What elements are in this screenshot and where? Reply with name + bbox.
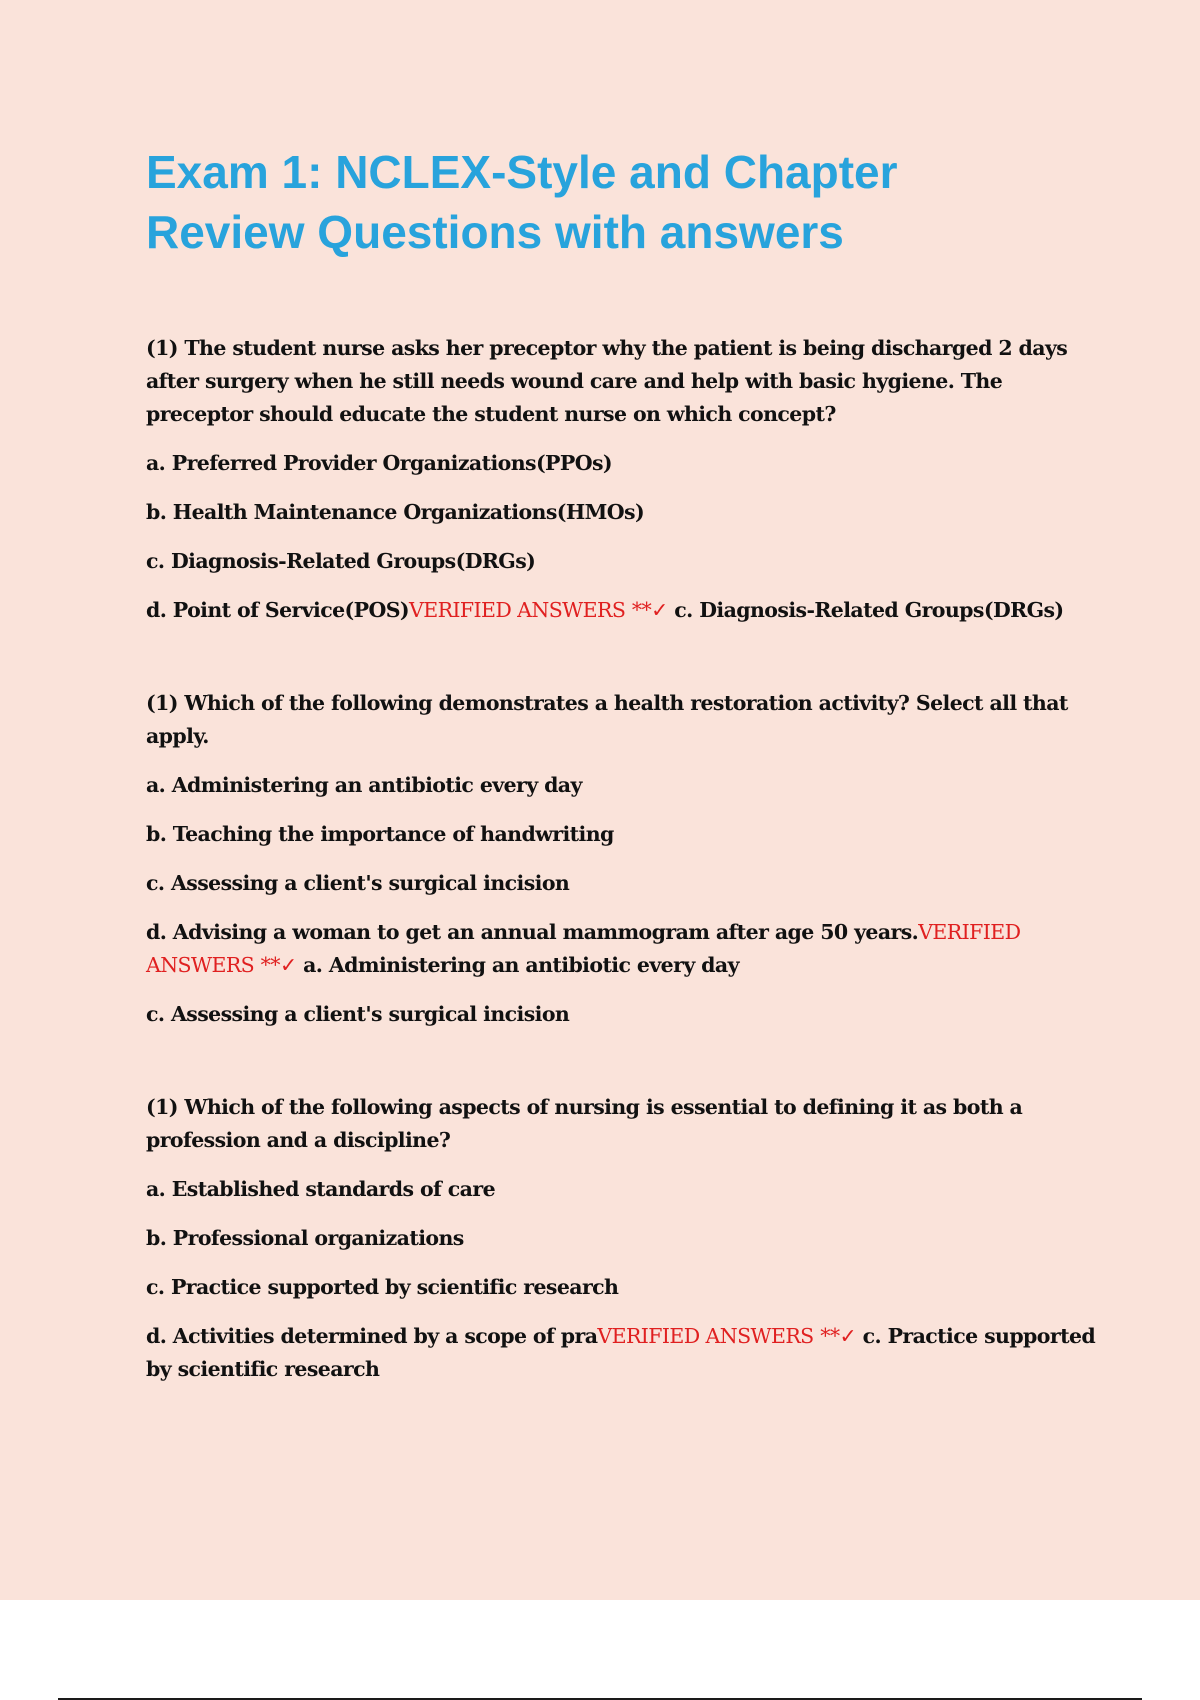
option-c: c. Assessing a client's surgical incision (146, 871, 570, 895)
option-a: a. Preferred Provider Organizations(PPOs) (146, 451, 612, 475)
verified-answers-label: VERIFIED ANSWERS (409, 598, 626, 622)
question-block (146, 1091, 1096, 1386)
question-stem: (1) Which of the following aspects of nursing is essential to defining it as both a profession and a discipline? (146, 1095, 1023, 1152)
title-line-1: Exam 1: NCLEX-Style and Chapter (146, 146, 898, 198)
option-b: b. Health Maintenance Organizations(HMOs) (146, 500, 645, 524)
option-d: d. Activities determined by a scope of pra (146, 1324, 598, 1348)
document-title (146, 142, 1046, 262)
checkmark-icon: **✓ (260, 953, 297, 977)
correct-answer: a. Administering an antibiotic every day (303, 953, 739, 977)
option-d-with-answer (146, 594, 1096, 627)
question-stem: (1) The student nurse asks her preceptor why the patient is being discharged 2 days after surgery when he still needs wound care and help with basic hygiene. The preceptor should educate the student nurse on which concept? (146, 336, 1068, 426)
question-block (146, 687, 1096, 1031)
checkmark-icon: **✓ (631, 598, 668, 622)
verified-answers-label: VERIFIED ANSWERS (146, 920, 1021, 977)
correct-answer: c. Diagnosis-Related Groups(DRGs) (674, 598, 1064, 622)
question-block (146, 332, 1096, 627)
correct-answer-additional: c. Assessing a client's surgical incision (146, 1002, 570, 1026)
title-line-2: Review Questions with answers (146, 206, 844, 258)
option-a: a. Administering an antibiotic every day (146, 773, 582, 797)
option-c: c. Practice supported by scientific research (146, 1275, 619, 1299)
option-a: a. Established standards of care (146, 1177, 496, 1201)
option-d: d. Point of Service(POS) (146, 598, 410, 622)
checkmark-icon: **✓ (820, 1324, 857, 1348)
verified-answers-label: VERIFIED ANSWERS (597, 1324, 814, 1348)
question-stem: (1) Which of the following demonstrates a health restoration activity? Select all that apply. (146, 691, 1068, 748)
option-d: d. Advising a woman to get an annual mammogram after age 50 years. (146, 920, 919, 944)
option-b: b. Teaching the importance of handwriting (146, 822, 614, 846)
option-d-with-answer (146, 1320, 1096, 1386)
correct-answer: c. Practice supported by scientific research (146, 1324, 1096, 1381)
questions-list (146, 332, 1096, 1446)
option-d-with-answer (146, 916, 1096, 982)
option-c: c. Diagnosis-Related Groups(DRGs) (146, 549, 536, 573)
option-b: b. Professional organizations (146, 1226, 464, 1250)
